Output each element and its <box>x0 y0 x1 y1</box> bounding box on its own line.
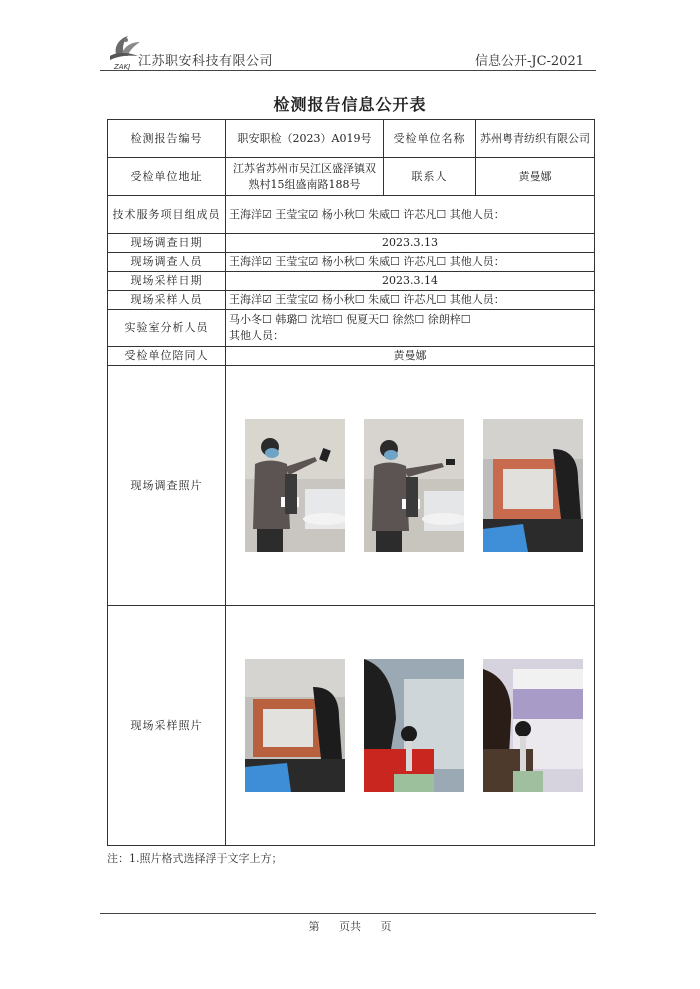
table-row <box>108 310 595 347</box>
sample-date-label: 现场采样日期 <box>108 272 226 291</box>
document-code: 信息公开-JC-2021 <box>474 54 584 69</box>
sample-date-value: 2023.3.14 <box>226 272 595 291</box>
table-row <box>108 253 595 272</box>
survey-staff-label: 现场调查人员 <box>108 253 226 272</box>
table-row <box>108 196 595 234</box>
contact-label: 联系人 <box>384 158 476 196</box>
sample-photos-label: 现场采样照片 <box>108 606 226 846</box>
table-row <box>108 347 595 366</box>
lab-line-2: 其他人员： <box>229 329 284 342</box>
survey-date-value: 2023.3.13 <box>226 234 595 253</box>
table-row <box>108 291 595 310</box>
svg-text:ZAKJ: ZAKJ <box>114 63 131 71</box>
survey-photos-cell <box>226 366 595 606</box>
address-value: 江苏省苏州市吴江区盛泽镇双熟村15组盛南路188号 <box>226 158 384 196</box>
escort-label: 受检单位陪同人 <box>108 347 226 366</box>
address-label: 受检单位地址 <box>108 158 226 196</box>
sample-photo-3 <box>483 659 583 792</box>
client-label: 受检单位名称 <box>384 120 476 158</box>
report-no-label: 检测报告编号 <box>108 120 226 158</box>
sample-photo-2 <box>364 659 464 792</box>
client-value: 苏州粤青纺织有限公司 <box>476 120 595 158</box>
survey-photo-2 <box>364 419 464 552</box>
contact-value: 黄曼娜 <box>476 158 595 196</box>
survey-photo-3 <box>483 419 583 552</box>
document-header <box>100 32 596 72</box>
table-row <box>108 606 595 846</box>
lab-value <box>226 310 595 347</box>
sample-staff-value: 王海洋☑ 王莹宝☑ 杨小秋☐ 朱威☐ 许芯凡☐ 其他人员： <box>226 291 595 310</box>
survey-photo-1 <box>245 419 345 552</box>
lab-label: 实验室分析人员 <box>108 310 226 347</box>
sample-photo-1 <box>245 659 345 792</box>
team-label: 技术服务项目组成员 <box>108 196 226 234</box>
header-divider <box>100 70 596 71</box>
footer-end: 页 <box>380 920 392 933</box>
survey-date-label: 现场调查日期 <box>108 234 226 253</box>
sample-photos-cell <box>226 606 595 846</box>
sample-staff-label: 现场采样人员 <box>108 291 226 310</box>
escort-value: 黄曼娜 <box>226 347 595 366</box>
footer-of: 页共 <box>339 920 361 933</box>
page-footer <box>0 918 700 934</box>
team-value: 王海洋☑ 王莹宝☑ 杨小秋☐ 朱威☐ 许芯凡☐ 其他人员： <box>226 196 595 234</box>
company-name: 江苏职安科技有限公司 <box>138 54 274 69</box>
table-row <box>108 120 595 158</box>
info-table <box>107 119 595 846</box>
survey-photos-label: 现场调查照片 <box>108 366 226 606</box>
footnote: 注：1.照片格式选择浮于文字上方； <box>107 852 283 865</box>
footer-page: 第 <box>308 920 320 933</box>
table-row <box>108 366 595 606</box>
page-title: 检测报告信息公开表 <box>273 95 427 114</box>
table-row <box>108 272 595 291</box>
company-logo <box>106 32 142 72</box>
table-row <box>108 158 595 196</box>
table-row <box>108 234 595 253</box>
footer-divider <box>100 913 596 914</box>
report-no-value: 职安职检（2023）A019号 <box>226 120 384 158</box>
lab-line-1: 马小冬☐ 韩璐☐ 沈培☐ 倪夏天☐ 徐然☐ 徐朗梓☐ <box>229 313 471 326</box>
survey-staff-value: 王海洋☑ 王莹宝☑ 杨小秋☐ 朱威☐ 许芯凡☐ 其他人员： <box>226 253 595 272</box>
